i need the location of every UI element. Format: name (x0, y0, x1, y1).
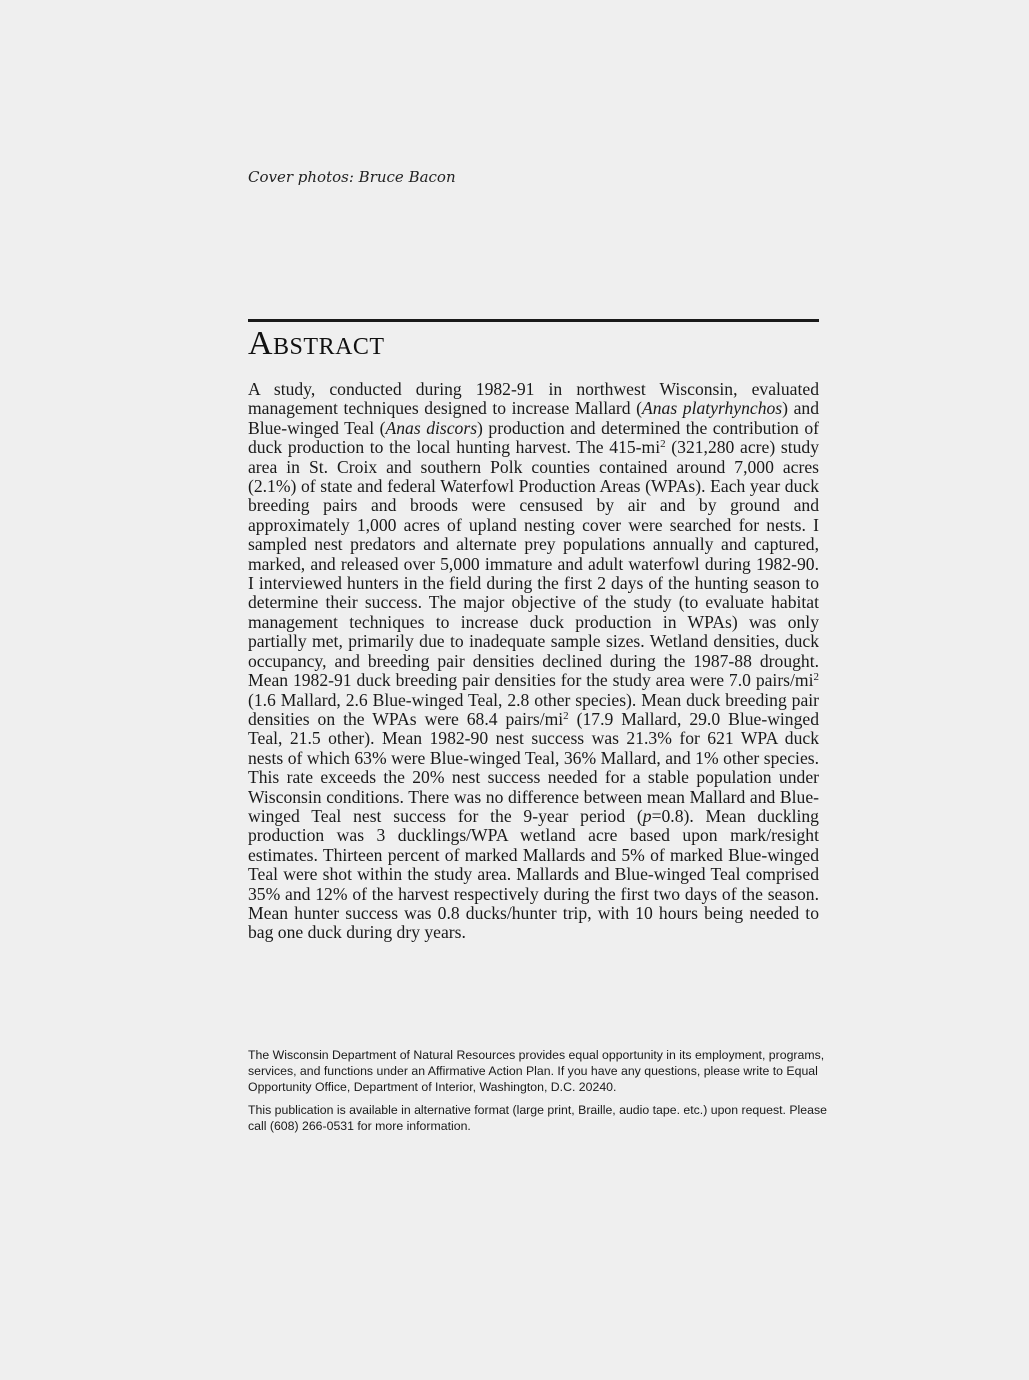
abstract-text: A study, conducted during 1982-91 in northwest Wisconsin, evaluated management techniques designed to increase Mallard ( (248, 379, 819, 419)
species-name-teal: Anas discors (385, 417, 478, 438)
equal-opportunity-notice: The Wisconsin Department of Natural Resources provides equal opportunity in its employment, programs, services, and functions under an Affirmative Action Plan. If you have any questions, please write to Equal Opportunity Office, Department of Interior, Washington, D.C. 20240. (248, 1048, 825, 1094)
abstract-heading: Abstract (248, 325, 385, 362)
alternative-format-notice: This publication is available in alternative format (large print, Braille, audio tape. etc.) upon request. Please call (608) 266-0531 for more information. (248, 1103, 827, 1133)
abstract-body (248, 380, 819, 943)
species-name-mallard: Anas platyrhynchos (642, 398, 783, 419)
abstract-text: ) production and determined the contribution of duck production to the local hunting harvest. The 415-mi (248, 417, 819, 458)
cover-photo-credit: Cover photos: Bruce Bacon (248, 168, 456, 186)
p-value-symbol: p (642, 805, 652, 826)
abstract-text: (321,280 acre) study area in St. Croix and southern Polk counties contained around 7,000 acres (2.1%) of state and federal Waterfowl Production Areas (WPAs). Each year duck breeding pairs and broods were censused by air and by ground and approximately 1,000 acres of upland nesting cover were searched for nests. I sampled nest predators and alternate prey populations annually and captured, marked, and released over 5,000 immature and adult waterfowl during 1982-90. I interviewed hunters in the field during the first 2 days of the hunting season to determine their success. The major objective of the study (to evaluate habitat management techniques to increase duck production in WPAs) was only partially met, primarily due to inadequate sample sizes. Wetland densities, duck occupancy, and breeding pair densities declined during the 1987-88 drought. Mean 1982-91 duck breeding pair densities for the study area were 7.0 pairs/mi (248, 437, 819, 691)
abstract-text: ) and Blue-winged Teal ( (248, 398, 819, 438)
superscript: 2 (563, 709, 569, 722)
abstract-text: (17.9 Mallard, 29.0 Blue-winged Teal, 21.5 other). Mean 1982-90 nest success was 21.3% for 621 WPA duck nests of which 63% were Blue-winged Teal, 36% Mallard, and 1% other species. This rate exceeds the 20% nest success needed for a stable population under Wisconsin conditions. There was no difference between mean Mallard and Blue-winged Teal nest success for the 9-year period ( (248, 708, 819, 826)
abstract-text: (1.6 Mallard, 2.6 Blue-winged Teal, 2.8 other species). Mean duck breeding pair densities on the WPAs were 68.4 pairs/mi (248, 689, 819, 729)
abstract-heading-rule (248, 319, 819, 322)
superscript: 2 (660, 438, 666, 451)
superscript: 2 (813, 671, 819, 684)
abstract-text: =0.8). Mean duckling production was 3 ducklings/WPA wetland acre based upon mark/resight estimates. Thirteen percent of marked Mallards and 5% of marked Blue-winged Teal were shot within the study area. Mallards and Blue-winged Teal comprised 35% and 12% of the harvest respectively during the first two days of the season. Mean hunter success was 0.8 ducks/hunter trip, with 10 hours being needed to bag one duck during dry years. (248, 805, 819, 943)
